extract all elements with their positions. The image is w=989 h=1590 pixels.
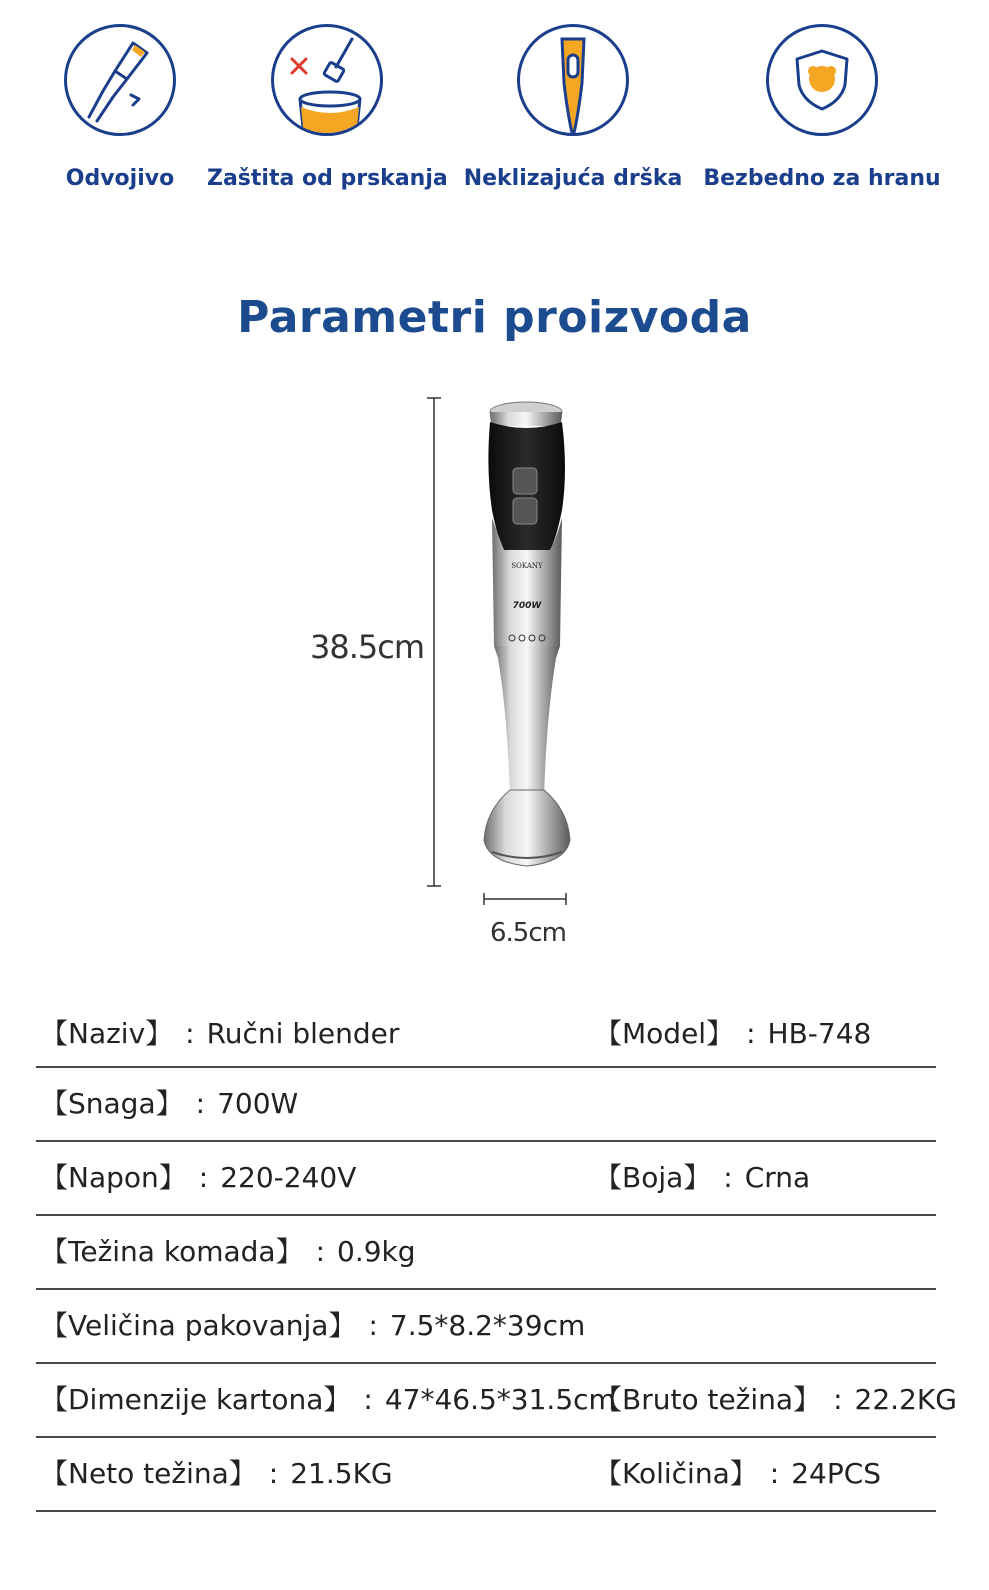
spec-label: 【Snaga】 [40,1087,184,1120]
spec-label: 【Model】 [594,1017,735,1050]
spec-weight: 【Težina komada】 : 0.9kg [40,1235,416,1268]
feature-splash-protection [207,24,447,191]
spec-carton-dimensions: 【Dimenzije kartona】 : 47*46.5*31.5cm [40,1383,616,1416]
spec-row [36,1290,936,1364]
spec-row [36,1364,957,1438]
feature-non-slip-handle [453,24,693,191]
section-title: Parametri proizvoda [237,292,752,343]
spec-quantity: 【Količina】 : 24PCS [594,1457,882,1490]
spec-color: 【Boja】 : Crna [594,1161,811,1194]
spec-net-weight: 【Neto težina】 : 21.5KG [40,1457,393,1490]
specs-table [36,998,957,1512]
spec-voltage: 【Napon】 : 220-240V [40,1161,357,1194]
spec-label: 【Veličina pakovanja】 [40,1309,357,1342]
spec-package-size: 【Veličina pakovanja】 : 7.5*8.2*39cm [40,1309,586,1342]
spec-row [36,1068,936,1142]
food-safe-shield-icon [766,24,878,136]
spec-value: Crna [744,1161,811,1194]
spec-row [36,1142,936,1216]
feature-label: Zaštita od prskanja [207,166,448,191]
brand-text: SOKANY [511,562,543,570]
feature-label: Neklizajuća drška [463,166,683,191]
spec-value: 22.2KG [854,1383,957,1416]
spec-label: 【Napon】 [40,1161,187,1194]
height-dimension-label: 38.5cm [310,628,425,666]
spec-label: 【Težina komada】 [40,1235,304,1268]
spec-label: 【Naziv】 [40,1017,174,1050]
spec-row [36,1216,936,1290]
splash-protection-icon [271,24,383,136]
spec-label: 【Neto težina】 [40,1457,257,1490]
spec-value: 700W [217,1087,299,1120]
spec-label: 【Boja】 [594,1161,712,1194]
feature-label: Bezbedno za hranu [703,166,941,191]
feature-label: Odvojivo [65,166,175,191]
spec-value: 24PCS [791,1457,882,1490]
non-slip-handle-icon [517,24,629,136]
power-mark-text: 700W [512,601,542,611]
width-dimension-line [484,893,566,905]
detachable-blender-icon [64,24,176,136]
spec-row [36,998,936,1068]
spec-value: HB-748 [767,1017,872,1050]
spec-value: 7.5*8.2*39cm [389,1309,586,1342]
spec-value: 220-240V [220,1161,357,1194]
spec-name: 【Naziv】 : Ručni blender [40,1017,400,1050]
height-dimension-line [427,398,441,886]
spec-label: 【Količina】 [594,1457,758,1490]
spec-label: 【Dimenzije kartona】 [40,1383,352,1416]
spec-row [36,1438,936,1512]
spec-power: 【Snaga】 : 700W [40,1087,299,1120]
spec-value: 21.5KG [290,1457,393,1490]
spec-model: 【Model】 : HB-748 [594,1017,872,1050]
feature-food-safe [702,24,942,191]
spec-gross-weight: 【Bruto težina】 : 22.2KG [594,1383,957,1416]
spec-value: Ručni blender [206,1017,400,1050]
feature-icons-row [0,0,989,230]
product-illustration [0,390,989,960]
spec-value: 0.9kg [337,1235,416,1268]
width-dimension-label: 6.5cm [490,918,566,948]
feature-detachable [0,24,240,191]
spec-label: 【Bruto težina】 [594,1383,822,1416]
spec-value: 47*46.5*31.5cm [384,1383,616,1416]
hand-blender-image [0,390,989,960]
